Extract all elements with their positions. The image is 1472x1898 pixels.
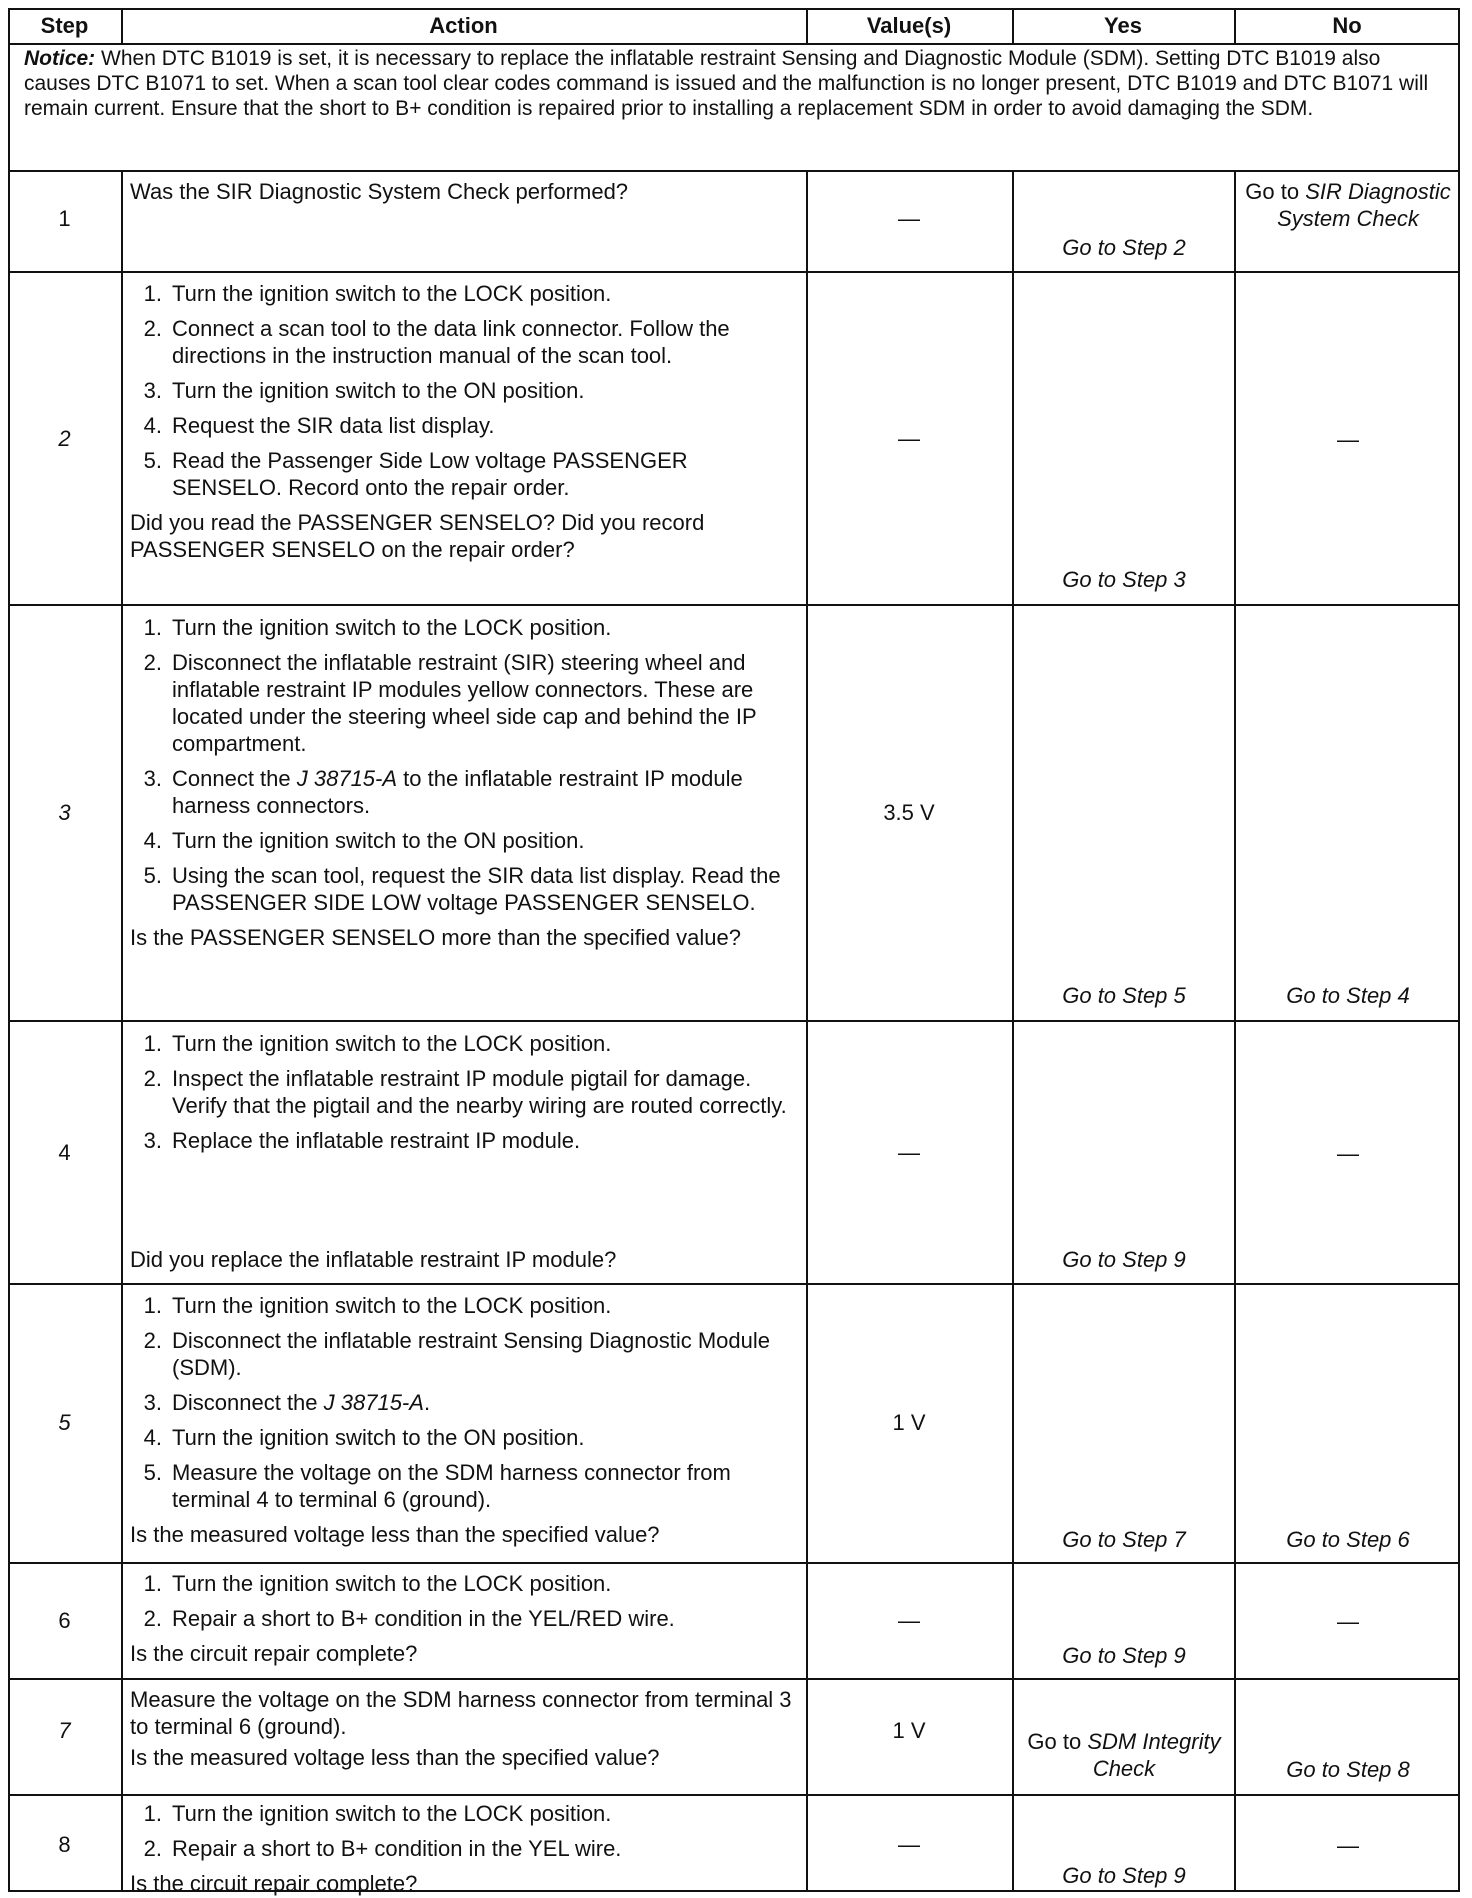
list-item: 1. Turn the ignition switch to the LOCK position. <box>143 1293 612 1318</box>
step-action <box>130 1686 800 1771</box>
notice-text: When DTC B1019 is set, it is necessary to replace the inflatable restraint Sensing and Diagnostic Module (SDM). Setting DTC B1019 also causes DTC B1071 to set. When a scan tool clear codes command is issued and the malfunction is no longer present, DTC B1019 and DTC B1071 will remain current. Ensure that the short to B+ condition is repaired prior to installing a replacement SDM in order to avoid damaging the SDM. <box>24 47 1429 120</box>
step-value: 1 V <box>892 1718 926 1743</box>
notice <box>24 46 1444 121</box>
step-question: Is the circuit repair complete? <box>130 1871 418 1896</box>
list-item: 1. Turn the ignition switch to the LOCK position. <box>143 1571 612 1596</box>
step-value: — <box>898 1832 920 1857</box>
step-value: — <box>898 1608 920 1633</box>
step-action <box>130 280 800 563</box>
no-link[interactable]: Go to Step 8 <box>1286 1757 1410 1782</box>
no-link[interactable]: Go to Step 6 <box>1286 1527 1410 1552</box>
yes-link[interactable]: Go to Step 9 <box>1062 1863 1186 1888</box>
no-value: — <box>1337 1141 1359 1166</box>
no-link[interactable] <box>1240 178 1456 232</box>
list-item: 5. Measure the voltage on the SDM harness connector from terminal 4 to terminal 6 (ground). <box>143 1460 731 1512</box>
step-number: 8 <box>58 1832 71 1857</box>
no-value: — <box>1337 1609 1359 1634</box>
row-divider <box>8 170 1460 172</box>
step-question: Did you replace the inflatable restraint IP module? <box>130 1247 617 1272</box>
header-yes: Yes <box>1104 13 1142 38</box>
list-item: 5. Using the scan tool, request the SIR data list display. Read the PASSENGER SIDE LOW voltage PASSENGER SENSELO. <box>143 863 781 915</box>
list-item: 1. Turn the ignition switch to the LOCK position. <box>143 1801 612 1826</box>
step-number: 2 <box>58 426 71 451</box>
step-number: 7 <box>58 1718 71 1743</box>
step-question: Is the measured voltage less than the specified value? <box>130 1522 660 1547</box>
step-number: 1 <box>58 206 71 231</box>
step-value: 3.5 V <box>883 800 935 825</box>
row-divider <box>8 1562 1460 1564</box>
list-item: 1. Turn the ignition switch to the LOCK position. <box>143 615 612 640</box>
yes-link[interactable]: Go to Step 3 <box>1062 567 1186 592</box>
row-divider <box>8 1020 1460 1022</box>
step-value: — <box>898 206 920 231</box>
list-item: 2. Inspect the inflatable restraint IP module pigtail for damage. Verify that the pigtail and the nearby wiring are routed correctly. <box>143 1066 787 1118</box>
list-item: 2. Disconnect the inflatable restraint Sensing Diagnostic Module (SDM). <box>143 1328 770 1380</box>
header-action: Action <box>429 13 498 38</box>
header-no: No <box>1332 13 1362 38</box>
list-item: 2. Repair a short to B+ condition in the YEL/RED wire. <box>143 1606 675 1631</box>
step-question: Is the circuit repair complete? <box>130 1641 418 1666</box>
yes-link[interactable]: Go to Step 7 <box>1062 1527 1186 1552</box>
row-divider <box>8 1678 1460 1680</box>
row-divider <box>8 1794 1460 1796</box>
step-number: 4 <box>58 1140 71 1165</box>
yes-link[interactable]: Go to Step 9 <box>1062 1643 1186 1668</box>
list-item: 2. Connect a scan tool to the data link connector. Follow the directions in the instruction manual of the scan tool. <box>143 316 730 368</box>
list-item: 3. Replace the inflatable restraint IP module. <box>143 1128 581 1153</box>
yes-link[interactable]: Go to Step 9 <box>1062 1247 1186 1272</box>
no-value: — <box>1337 1833 1359 1858</box>
list-item: 3. Disconnect the J 38715-A. <box>143 1390 431 1415</box>
col-divider <box>121 170 123 1892</box>
yes-link[interactable] <box>1014 1728 1234 1782</box>
step-action <box>130 1800 800 1897</box>
step-text: Measure the voltage on the SDM harness connector from terminal 3 to terminal 6 (ground). <box>130 1687 792 1739</box>
list-item: 4. Request the SIR data list display. <box>143 413 495 438</box>
step-question: Did you read the PASSENGER SENSELO? Did you record PASSENGER SENSELO on the repair order? <box>130 510 705 562</box>
step-number: 5 <box>58 1410 71 1435</box>
step-action <box>130 1030 800 1162</box>
step-value: 1 V <box>892 1410 926 1435</box>
row-divider <box>8 604 1460 606</box>
step-question: Was the SIR Diagnostic System Check performed? <box>130 179 629 204</box>
notice-label: Notice: <box>24 47 96 70</box>
list-item: 1. Turn the ignition switch to the LOCK position. <box>143 1031 612 1056</box>
list-item: 2. Disconnect the inflatable restraint (SIR) steering wheel and inflatable restraint IP modules yellow connectors. These are located under the steering wheel side cap and behind the IP compartment. <box>143 650 757 756</box>
yes-link[interactable]: Go to Step 5 <box>1062 983 1186 1008</box>
no-value: — <box>1337 427 1359 452</box>
list-item: 3. Turn the ignition switch to the ON position. <box>143 378 585 403</box>
yes-link-target: SDM Integrity Check <box>1087 1729 1221 1781</box>
list-item: 4. Turn the ignition switch to the ON position. <box>143 828 585 853</box>
yes-link[interactable]: Go to Step 2 <box>1062 235 1186 260</box>
row-divider <box>8 271 1460 273</box>
no-link-target: SIR Diagnostic System Check <box>1277 179 1451 231</box>
step-question: Is the measured voltage less than the specified value? <box>130 1745 660 1770</box>
col-divider <box>1012 170 1014 1892</box>
list-item: 1. Turn the ignition switch to the LOCK position. <box>143 281 612 306</box>
no-link-prefix: Go to <box>1245 179 1300 204</box>
step-number: 6 <box>58 1608 71 1633</box>
header-step: Step <box>40 13 89 38</box>
step-value: — <box>898 426 920 451</box>
step-number: 3 <box>58 800 71 825</box>
list-item: 3. Connect the J 38715-A to the inflatable restraint IP module harness connectors. <box>143 766 743 818</box>
step-action <box>130 614 800 951</box>
list-item: 4. Turn the ignition switch to the ON position. <box>143 1425 585 1450</box>
no-link[interactable]: Go to Step 4 <box>1286 983 1410 1008</box>
row-divider <box>8 1283 1460 1285</box>
step-question: Is the PASSENGER SENSELO more than the specified value? <box>130 925 742 950</box>
yes-link-prefix: Go to <box>1027 1729 1082 1754</box>
list-item: 5. Read the Passenger Side Low voltage PASSENGER SENSELO. Record onto the repair order. <box>143 448 688 500</box>
step-value: — <box>898 1140 920 1165</box>
list-item: 2. Repair a short to B+ condition in the YEL wire. <box>143 1836 622 1861</box>
header-values: Value(s) <box>866 13 952 38</box>
step-action <box>130 1292 800 1548</box>
step-action <box>130 1570 800 1667</box>
